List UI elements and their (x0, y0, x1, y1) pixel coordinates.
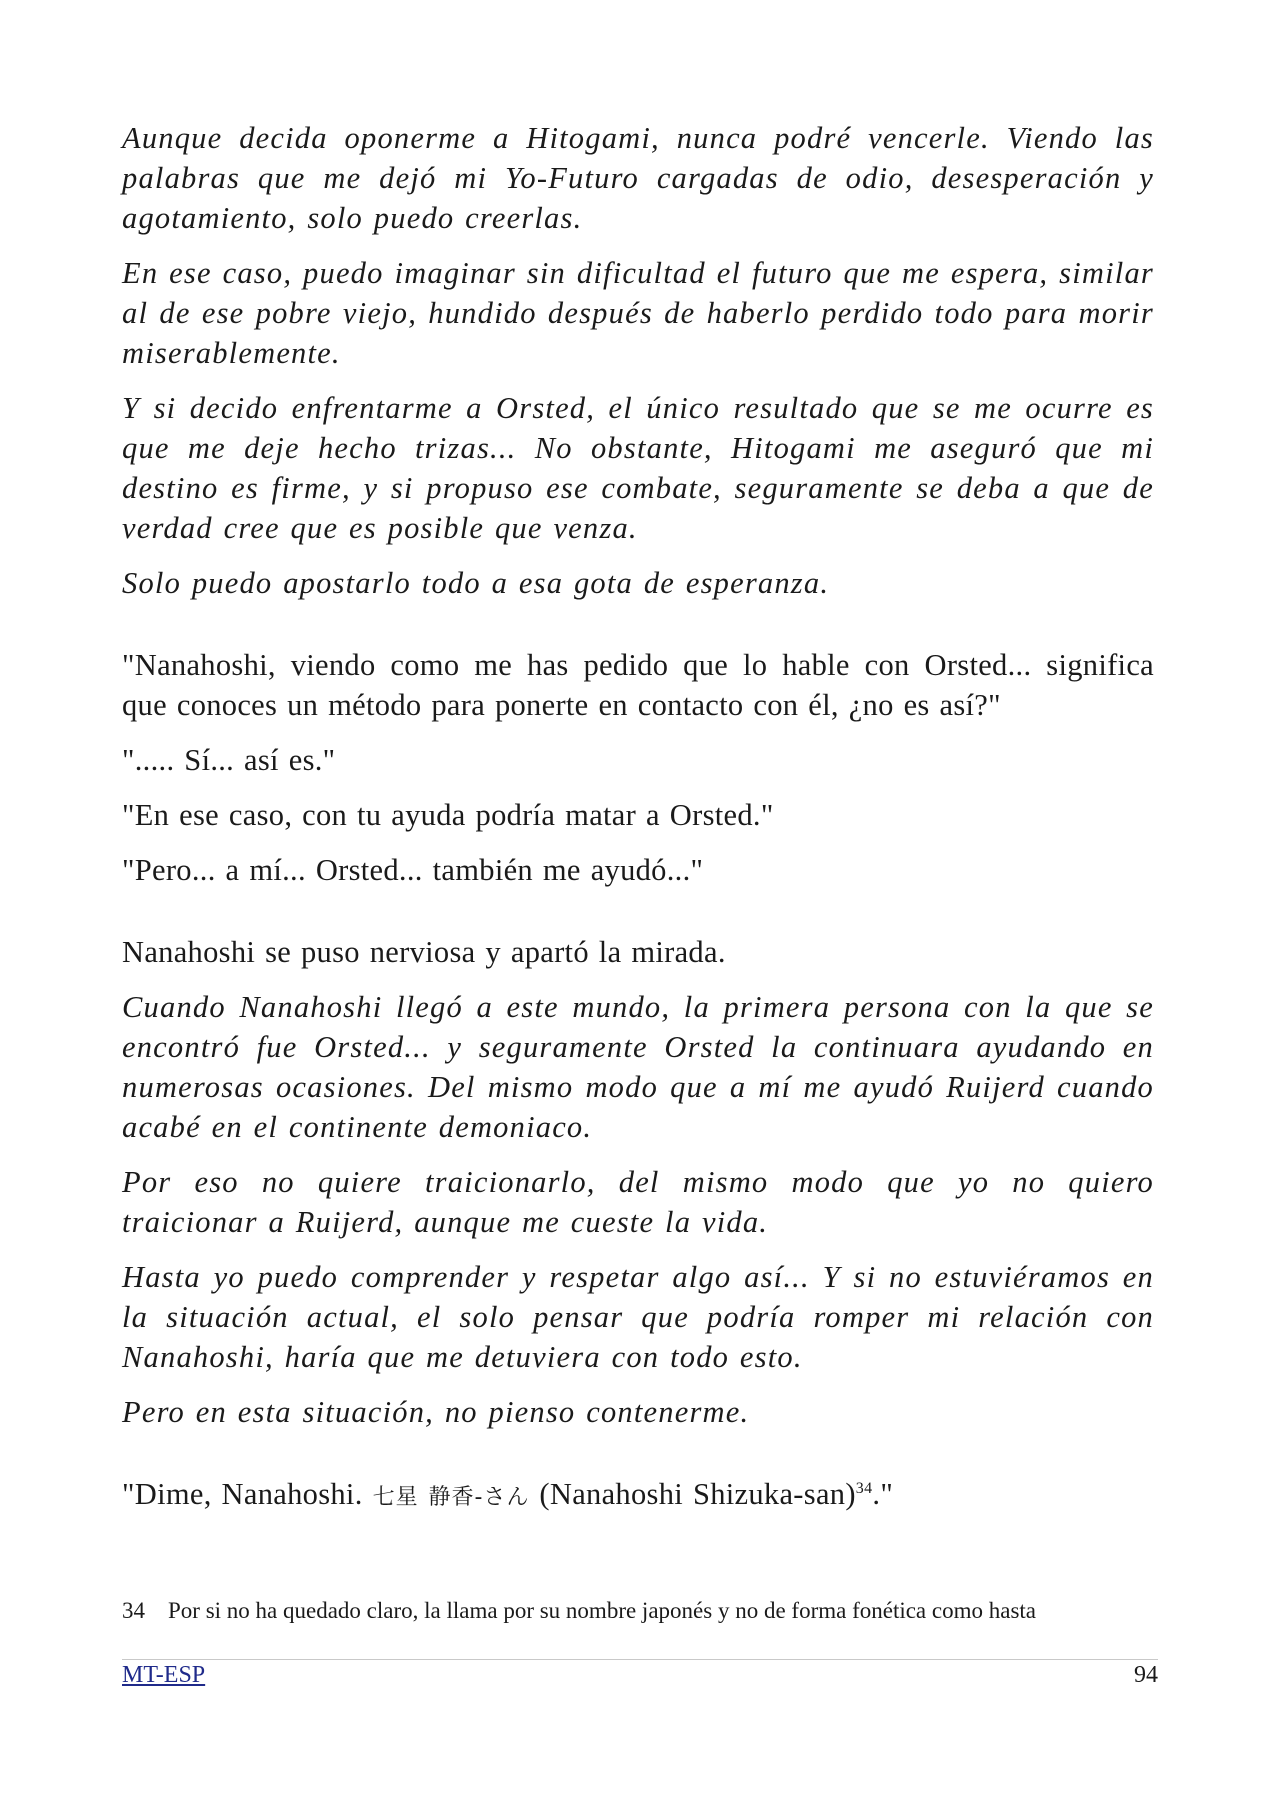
dialogue-last-end: ." (872, 1477, 894, 1511)
footnote-number: 34 (122, 1598, 145, 1623)
paragraph-3: Y si decido enfrentarme a Orsted, el único resultado que se me ocurre es que me deje hecho trizas... No obstante, Hitogami me aseguró que mi destino es firme, y si propuso ese combate, seguramente se deba a que de verdad cree que es posible que venza. (122, 391, 1154, 545)
paragraph-7: Hasta yo puedo comprender y respetar algo así... Y si no estuviéramos en la situación actual, el solo pensar que podría romper mi relación con Nanahoshi, haría que me detuviera con todo esto. (122, 1260, 1154, 1374)
footer-divider (122, 1659, 1158, 1660)
footnote (122, 1596, 1162, 1626)
paragraph-6: Por eso no quiere traicionarlo, del mismo modo que yo no quiero traicionar a Ruijerd, aunque me cueste la vida. (122, 1165, 1154, 1239)
paragraph-2: En ese caso, puedo imaginar sin dificultad el futuro que me espera, similar al de ese pobre viejo, hundido después de haberlo perdido todo para morir miserablemente. (122, 256, 1154, 370)
dialogue-last (122, 1474, 1154, 1518)
paragraph-5: Cuando Nanahoshi llegó a este mundo, la primera persona con la que se encontró fue Orsted... y seguramente Orsted la continuara ayudando en numerosas ocasiones. Del mismo modo que a mí me ayudó Ruijerd cuando acabé en el continente demoniaco. (122, 990, 1154, 1144)
page-number: 94 (1134, 1662, 1158, 1688)
footer-site-link[interactable]: MT-ESP (122, 1662, 206, 1688)
footnote-reference[interactable]: 34 (855, 1479, 873, 1497)
dialogue-last-after: (Nanahoshi Shizuka-san) (529, 1477, 856, 1511)
paragraph-1: Aunque decida oponerme a Hitogami, nunca podré vencerle. Viendo las palabras que me dejó mi Yo-Futuro cargadas de odio, desesperación y agotamiento, solo puedo creerlas. (122, 121, 1154, 235)
dialogue-3: "En ese caso, con tu ayuda podría matar a Orsted." (122, 798, 774, 832)
paragraph-8: Pero en esta situación, no pienso contenerme. (122, 1395, 750, 1429)
dialogue-4: "Pero... a mí... Orsted... también me ayudó..." (122, 853, 704, 887)
japanese-name: 七星 静香-さん (372, 1485, 530, 1510)
footnote-text: Por si no ha quedado claro, la llama por su nombre japonés y no de forma fonética como hasta (168, 1598, 1036, 1623)
narration-1: Nanahoshi se puso nerviosa y apartó la mirada. (122, 935, 726, 969)
paragraph-4: Solo puedo apostarlo todo a esa gota de esperanza. (122, 566, 830, 600)
dialogue-2: "..... Sí... así es." (122, 743, 336, 777)
dialogue-last-before: "Dime, Nanahoshi. (122, 1477, 373, 1511)
page-body (122, 118, 1154, 1518)
dialogue-1: "Nanahoshi, viendo como me has pedido que lo hable con Orsted... significa que conoces un método para ponerte en contacto con él, ¿no es así?" (122, 648, 1154, 722)
